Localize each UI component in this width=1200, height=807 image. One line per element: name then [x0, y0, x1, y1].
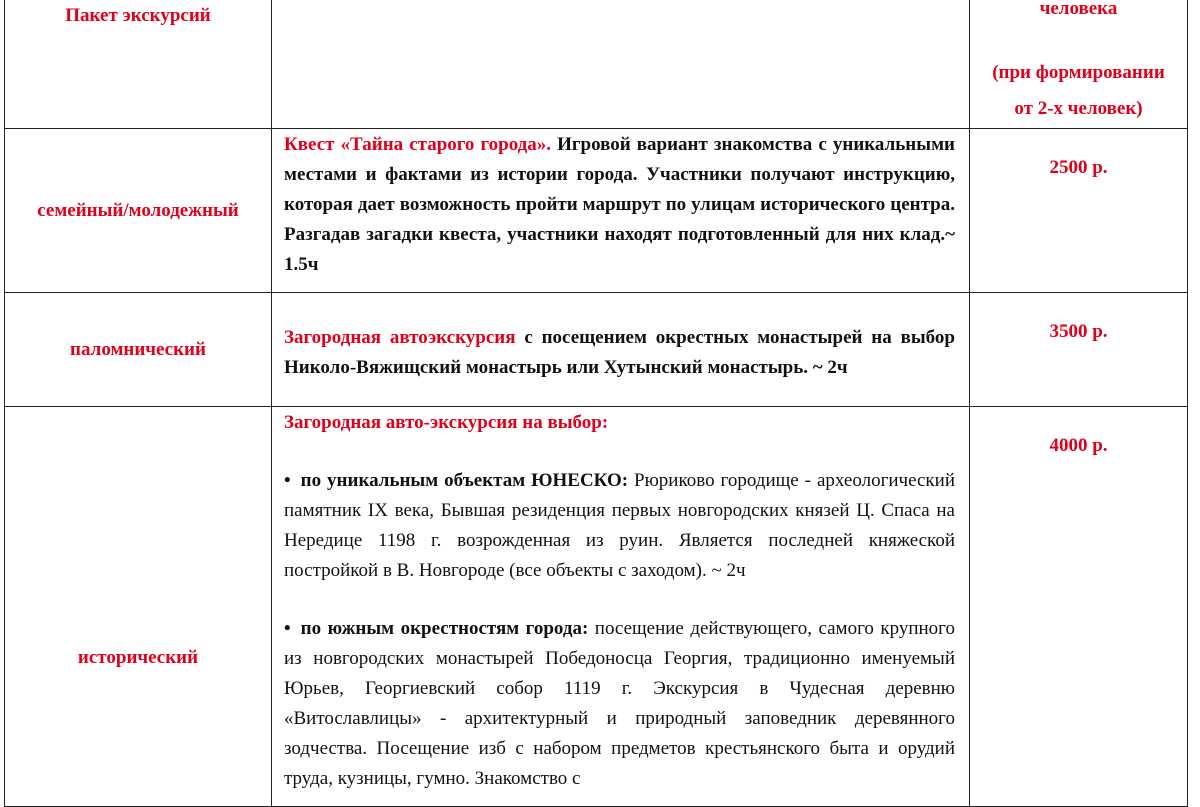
tour-text: Игровой вариант знакомства с уникальными местами и фактами из истории города. Участники получают инструкцию, которая дает возможность пройти маршрут по улицам исторического центра. Разгадав загадки квеста, участники находят подготовленный для них клад.~ 1.5ч [284, 134, 955, 275]
price-value: 3500 р. [1049, 321, 1108, 342]
table-row [5, 407, 1188, 807]
tour-table [4, 0, 1188, 807]
header-price-cell [970, 0, 1188, 129]
header-price-line1: человека [1039, 0, 1118, 19]
header-package-cell [5, 0, 272, 129]
table-row [5, 293, 1188, 407]
package-name: паломнический [70, 338, 206, 360]
header-description-cell [272, 0, 970, 129]
description-cell [272, 407, 970, 807]
bullet-text: Рюриково городище - археологический памятник IX века, Бывшая резиденция первых новгородских князей Ц. Спаса на Нередице 1198 г. возрожденная из руин. Является последней княжеской постройкой в В. Новгороде (все объекты с заходом). ~ 2ч [284, 470, 955, 581]
bullet-icon: • [284, 470, 291, 491]
tour-title: Загородная авто-экскурсия на выбор: [284, 412, 609, 433]
tour-text: с посещением окрестных монастырей на выбор Николо-Вяжищский монастырь или Хутынский монастырь. ~ 2ч [284, 327, 955, 378]
package-name: семейный/молодежный [37, 199, 239, 221]
header-price-line2: (при формировании [992, 62, 1165, 83]
table-header-row [5, 0, 1188, 129]
package-name: исторический [77, 647, 199, 668]
tour-title: Квест «Тайна старого города». [284, 134, 552, 155]
description-cell [272, 293, 970, 407]
price-cell [970, 293, 1188, 407]
bullet-title: по южным окрестностям города: [300, 618, 589, 639]
bullet-title: по уникальным объектам ЮНЕСКО: [300, 470, 629, 491]
table-row [5, 129, 1188, 293]
bullet-text: посещение действующего, самого крупного из новгородских монастырей Победоносца Георгия, традиционно именуемый Юрьев, Георгиевский собор 1119 г. Экскурсия в Чудесная деревню «Витославлицы» - архитектурный и природный заповедник деревянного зодчества. Посещение изб с набором предметов крестьянского быта и орудий труда, кузницы, гумно. Знакомство с [284, 618, 955, 789]
price-cell [970, 129, 1188, 293]
header-package-label: Пакет экскурсий [65, 5, 211, 26]
package-cell [5, 129, 272, 293]
price-value: 2500 р. [1049, 157, 1108, 178]
description-cell [272, 129, 970, 293]
header-price-line3: от 2-х человек) [1014, 98, 1143, 119]
package-cell [5, 293, 272, 407]
tour-title: Загородная автоэкскурсия [284, 327, 516, 348]
price-cell [970, 407, 1188, 807]
bullet-icon: • [284, 618, 291, 639]
price-value: 4000 р. [1049, 435, 1108, 456]
package-cell [5, 407, 272, 807]
